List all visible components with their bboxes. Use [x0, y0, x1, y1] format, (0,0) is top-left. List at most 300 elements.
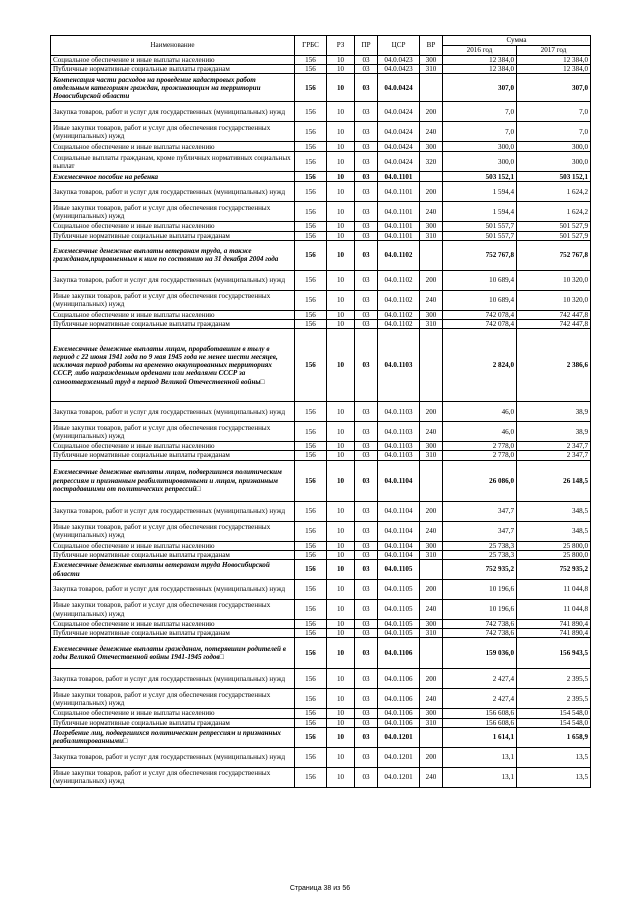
cell-pr: 03	[355, 152, 378, 172]
cell-rz: 10	[327, 709, 355, 718]
cell-vr: 200	[420, 402, 443, 422]
cell-vr: 300	[420, 709, 443, 718]
cell-csr: 04.0.1104	[378, 501, 420, 521]
cell-sum-2016: 752 767,8	[443, 240, 517, 270]
cell-pr: 03	[355, 102, 378, 122]
cell-name: Социальное обеспечение и иные выплаты населению	[51, 709, 295, 718]
cell-pr: 03	[355, 600, 378, 620]
cell-rz: 10	[327, 74, 355, 102]
table-row	[51, 709, 591, 718]
cell-sum-2016: 2 778,0	[443, 451, 517, 460]
cell-vr: 240	[420, 422, 443, 442]
cell-grbs: 156	[295, 560, 327, 580]
cell-rz: 10	[327, 460, 355, 501]
cell-vr: 240	[420, 290, 443, 310]
cell-name: Социальное обеспечение и иные выплаты населению	[51, 56, 295, 65]
cell-csr: 04.0.1105	[378, 600, 420, 620]
table-row	[51, 222, 591, 231]
cell-pr: 03	[355, 451, 378, 460]
cell-name: Социальное обеспечение и иные выплаты населению	[51, 222, 295, 231]
cell-vr: 240	[420, 689, 443, 709]
cell-vr: 310	[420, 451, 443, 460]
cell-sum-2016: 501 557,7	[443, 222, 517, 231]
cell-sum-2016: 10 689,4	[443, 270, 517, 290]
cell-name: Ежемесячные денежные выплаты ветеранам труда Новосибирской области	[51, 560, 295, 580]
cell-pr: 03	[355, 629, 378, 638]
cell-vr: 200	[420, 182, 443, 202]
cell-vr: 300	[420, 222, 443, 231]
table-row	[51, 600, 591, 620]
cell-pr: 03	[355, 442, 378, 451]
cell-name: Социальное обеспечение и иные выплаты населению	[51, 310, 295, 319]
table-row	[51, 767, 591, 787]
cell-rz: 10	[327, 600, 355, 620]
cell-sum-2016: 501 557,7	[443, 231, 517, 240]
cell-sum-2016: 1 614,1	[443, 727, 517, 747]
cell-rz: 10	[327, 689, 355, 709]
cell-grbs: 156	[295, 638, 327, 669]
cell-grbs: 156	[295, 231, 327, 240]
col-header-year-2016: 2016 год	[443, 46, 517, 56]
cell-pr: 03	[355, 270, 378, 290]
cell-rz: 10	[327, 541, 355, 550]
cell-rz: 10	[327, 767, 355, 787]
table-row	[51, 747, 591, 767]
col-header-name: Наименование	[51, 36, 295, 56]
cell-vr	[420, 560, 443, 580]
cell-vr	[420, 74, 443, 102]
table-row	[51, 689, 591, 709]
cell-vr: 200	[420, 669, 443, 689]
cell-pr: 03	[355, 560, 378, 580]
cell-name: Публичные нормативные социальные выплаты гражданам	[51, 231, 295, 240]
cell-name: Иные закупки товаров, работ и услуг для обеспечения государственных (муниципальных) нужд	[51, 600, 295, 620]
table-row	[51, 422, 591, 442]
cell-vr: 320	[420, 152, 443, 172]
table-row	[51, 152, 591, 172]
table-row	[51, 240, 591, 270]
cell-vr: 200	[420, 270, 443, 290]
table-row	[51, 580, 591, 600]
cell-name: Ежемесячные денежные выплаты лицам, проработавшим в тылу в период с 22 июня 1941 года по 9 мая 1945 года не менее шести месяцев, исключая период работы на временно оккупированных территориях СССР, либо награжденным орденами или медалями СССР за самоотверженный труд в период Великой Отечественной войны□	[51, 329, 295, 402]
cell-rz: 10	[327, 122, 355, 142]
budget-table	[50, 35, 591, 788]
cell-pr: 03	[355, 122, 378, 142]
cell-sum-2016: 46,0	[443, 402, 517, 422]
cell-sum-2016: 742 078,4	[443, 320, 517, 329]
cell-name: Публичные нормативные социальные выплаты гражданам	[51, 718, 295, 727]
cell-name: Закупка товаров, работ и услуг для государственных (муниципальных) нужд	[51, 102, 295, 122]
cell-csr: 04.0.0423	[378, 56, 420, 65]
col-header-pr: ПР	[355, 36, 378, 56]
cell-sum-2017: 1 624,2	[517, 202, 591, 222]
table-row	[51, 172, 591, 182]
cell-rz: 10	[327, 560, 355, 580]
cell-sum-2017: 2 395,5	[517, 689, 591, 709]
cell-name: Закупка товаров, работ и услуг для государственных (муниципальных) нужд	[51, 747, 295, 767]
cell-pr: 03	[355, 521, 378, 541]
cell-sum-2017: 307,0	[517, 74, 591, 102]
cell-sum-2017: 38,9	[517, 422, 591, 442]
cell-csr: 04.0.0424	[378, 74, 420, 102]
cell-rz: 10	[327, 718, 355, 727]
cell-grbs: 156	[295, 600, 327, 620]
cell-pr: 03	[355, 550, 378, 559]
cell-rz: 10	[327, 501, 355, 521]
table-row	[51, 74, 591, 102]
cell-sum-2017: 13,5	[517, 767, 591, 787]
cell-rz: 10	[327, 727, 355, 747]
cell-grbs: 156	[295, 442, 327, 451]
cell-sum-2016: 742 078,4	[443, 310, 517, 319]
cell-name: Иные закупки товаров, работ и услуг для обеспечения государственных (муниципальных) нужд	[51, 422, 295, 442]
cell-sum-2016: 156 608,6	[443, 718, 517, 727]
cell-grbs: 156	[295, 65, 327, 74]
col-header-year-2017: 2017 год	[517, 46, 591, 56]
cell-name: Закупка товаров, работ и услуг для государственных (муниципальных) нужд	[51, 270, 295, 290]
cell-rz: 10	[327, 172, 355, 182]
cell-sum-2017: 2 395,5	[517, 669, 591, 689]
cell-csr: 04.0.1101	[378, 172, 420, 182]
cell-pr: 03	[355, 65, 378, 74]
cell-rz: 10	[327, 402, 355, 422]
cell-sum-2016: 159 036,0	[443, 638, 517, 669]
cell-rz: 10	[327, 222, 355, 231]
cell-vr: 240	[420, 202, 443, 222]
cell-name: Погребение лиц, подвергшихся политическим репрессиям и признанных реабилитированными□	[51, 727, 295, 747]
cell-rz: 10	[327, 747, 355, 767]
cell-grbs: 156	[295, 727, 327, 747]
cell-vr	[420, 727, 443, 747]
table-row	[51, 290, 591, 310]
cell-rz: 10	[327, 270, 355, 290]
cell-sum-2016: 13,1	[443, 747, 517, 767]
table-row	[51, 329, 591, 402]
cell-name: Ежемесячные денежные выплаты лицам, подвергшимся политическим репрессиям и признанным реабилитированными и лицам, признанным пострадавшими от политических репрессий□	[51, 460, 295, 501]
cell-pr: 03	[355, 767, 378, 787]
cell-rz: 10	[327, 629, 355, 638]
cell-sum-2017: 25 800,0	[517, 541, 591, 550]
cell-pr: 03	[355, 320, 378, 329]
cell-sum-2017: 7,0	[517, 122, 591, 142]
cell-sum-2016: 2 427,4	[443, 689, 517, 709]
cell-grbs: 156	[295, 152, 327, 172]
cell-rz: 10	[327, 56, 355, 65]
cell-sum-2017: 1 624,2	[517, 182, 591, 202]
cell-pr: 03	[355, 142, 378, 152]
cell-csr: 04.0.1105	[378, 620, 420, 629]
cell-pr: 03	[355, 182, 378, 202]
cell-sum-2017: 742 447,8	[517, 320, 591, 329]
cell-pr: 03	[355, 329, 378, 402]
cell-vr: 240	[420, 600, 443, 620]
col-header-vr: ВР	[420, 36, 443, 56]
table-row	[51, 460, 591, 501]
cell-sum-2017: 752 767,8	[517, 240, 591, 270]
cell-sum-2016: 307,0	[443, 74, 517, 102]
cell-csr: 04.0.1104	[378, 521, 420, 541]
cell-sum-2016: 503 152,1	[443, 172, 517, 182]
cell-name: Закупка товаров, работ и услуг для государственных (муниципальных) нужд	[51, 669, 295, 689]
cell-sum-2016: 25 738,3	[443, 541, 517, 550]
cell-grbs: 156	[295, 142, 327, 152]
cell-grbs: 156	[295, 451, 327, 460]
table-row	[51, 550, 591, 559]
cell-pr: 03	[355, 727, 378, 747]
cell-vr: 310	[420, 231, 443, 240]
table-row	[51, 65, 591, 74]
table-row	[51, 620, 591, 629]
cell-sum-2017: 348,5	[517, 521, 591, 541]
cell-sum-2017: 742 447,8	[517, 310, 591, 319]
table-row	[51, 402, 591, 422]
table-row	[51, 56, 591, 65]
cell-pr: 03	[355, 638, 378, 669]
cell-csr: 04.0.1106	[378, 638, 420, 669]
page-footer	[0, 885, 640, 892]
cell-rz: 10	[327, 620, 355, 629]
cell-grbs: 156	[295, 669, 327, 689]
cell-csr: 04.0.1102	[378, 240, 420, 270]
cell-vr: 300	[420, 310, 443, 319]
cell-csr: 04.0.1101	[378, 182, 420, 202]
table-row	[51, 122, 591, 142]
cell-vr: 200	[420, 102, 443, 122]
cell-name: Иные закупки товаров, работ и услуг для обеспечения государственных (муниципальных) нужд	[51, 290, 295, 310]
cell-vr: 310	[420, 65, 443, 74]
cell-sum-2017: 7,0	[517, 102, 591, 122]
cell-sum-2016: 742 738,6	[443, 629, 517, 638]
cell-sum-2017: 741 890,4	[517, 620, 591, 629]
cell-csr: 04.0.1201	[378, 727, 420, 747]
table-row	[51, 727, 591, 747]
cell-name: Социальное обеспечение и иные выплаты населению	[51, 620, 295, 629]
cell-csr: 04.0.1104	[378, 460, 420, 501]
cell-csr: 04.0.0423	[378, 65, 420, 74]
cell-pr: 03	[355, 240, 378, 270]
cell-csr: 04.0.0424	[378, 122, 420, 142]
cell-name: Ежемесячные денежные выплаты ветеранам труда, а также гражданам,приравненным к ним по состоянию на 31 декабря 2004 года	[51, 240, 295, 270]
table-row	[51, 320, 591, 329]
cell-sum-2017: 38,9	[517, 402, 591, 422]
cell-pr: 03	[355, 580, 378, 600]
cell-pr: 03	[355, 460, 378, 501]
cell-grbs: 156	[295, 402, 327, 422]
cell-grbs: 156	[295, 620, 327, 629]
cell-pr: 03	[355, 422, 378, 442]
cell-sum-2017: 2 386,6	[517, 329, 591, 402]
cell-rz: 10	[327, 65, 355, 74]
cell-name: Иные закупки товаров, работ и услуг для обеспечения государственных (муниципальных) нужд	[51, 202, 295, 222]
cell-pr: 03	[355, 310, 378, 319]
cell-name: Публичные нормативные социальные выплаты гражданам	[51, 320, 295, 329]
cell-vr	[420, 172, 443, 182]
cell-rz: 10	[327, 202, 355, 222]
cell-rz: 10	[327, 451, 355, 460]
cell-sum-2016: 46,0	[443, 422, 517, 442]
cell-grbs: 156	[295, 501, 327, 521]
cell-sum-2016: 10 689,4	[443, 290, 517, 310]
cell-vr: 310	[420, 629, 443, 638]
cell-grbs: 156	[295, 222, 327, 231]
cell-vr: 200	[420, 501, 443, 521]
cell-rz: 10	[327, 142, 355, 152]
cell-pr: 03	[355, 689, 378, 709]
cell-sum-2017: 11 044,8	[517, 580, 591, 600]
cell-sum-2017: 10 320,0	[517, 290, 591, 310]
cell-vr: 300	[420, 541, 443, 550]
table-row	[51, 629, 591, 638]
cell-vr: 240	[420, 767, 443, 787]
cell-grbs: 156	[295, 172, 327, 182]
cell-pr: 03	[355, 747, 378, 767]
cell-grbs: 156	[295, 521, 327, 541]
cell-grbs: 156	[295, 310, 327, 319]
cell-sum-2017: 154 548,0	[517, 709, 591, 718]
cell-csr: 04.0.1102	[378, 270, 420, 290]
cell-sum-2016: 156 608,6	[443, 709, 517, 718]
cell-sum-2017: 156 943,5	[517, 638, 591, 669]
cell-csr: 04.0.1103	[378, 442, 420, 451]
cell-rz: 10	[327, 669, 355, 689]
cell-grbs: 156	[295, 580, 327, 600]
cell-csr: 04.0.1103	[378, 451, 420, 460]
cell-sum-2016: 2 778,0	[443, 442, 517, 451]
cell-grbs: 156	[295, 202, 327, 222]
cell-grbs: 156	[295, 270, 327, 290]
cell-sum-2017: 503 152,1	[517, 172, 591, 182]
cell-vr: 300	[420, 142, 443, 152]
table-row	[51, 310, 591, 319]
cell-sum-2017: 11 044,8	[517, 600, 591, 620]
table-row	[51, 560, 591, 580]
table-row	[51, 718, 591, 727]
cell-pr: 03	[355, 56, 378, 65]
cell-sum-2016: 10 196,6	[443, 580, 517, 600]
cell-vr	[420, 460, 443, 501]
cell-csr: 04.0.1106	[378, 669, 420, 689]
cell-sum-2017: 26 148,5	[517, 460, 591, 501]
cell-rz: 10	[327, 182, 355, 202]
cell-name: Публичные нормативные социальные выплаты гражданам	[51, 65, 295, 74]
cell-sum-2017: 752 935,2	[517, 560, 591, 580]
cell-sum-2017: 741 890,4	[517, 629, 591, 638]
cell-name: Закупка товаров, работ и услуг для государственных (муниципальных) нужд	[51, 501, 295, 521]
table-row	[51, 102, 591, 122]
cell-sum-2016: 12 384,0	[443, 65, 517, 74]
cell-csr: 04.0.1105	[378, 629, 420, 638]
table-row	[51, 638, 591, 669]
cell-grbs: 156	[295, 550, 327, 559]
cell-sum-2016: 300,0	[443, 152, 517, 172]
cell-sum-2016: 742 738,6	[443, 620, 517, 629]
cell-csr: 04.0.1106	[378, 709, 420, 718]
cell-rz: 10	[327, 310, 355, 319]
cell-csr: 04.0.0424	[378, 152, 420, 172]
cell-sum-2017: 10 320,0	[517, 270, 591, 290]
cell-pr: 03	[355, 541, 378, 550]
table-row	[51, 202, 591, 222]
cell-grbs: 156	[295, 460, 327, 501]
cell-csr: 04.0.1105	[378, 560, 420, 580]
cell-rz: 10	[327, 231, 355, 240]
table-row	[51, 442, 591, 451]
cell-grbs: 156	[295, 320, 327, 329]
cell-pr: 03	[355, 74, 378, 102]
table-row	[51, 270, 591, 290]
cell-grbs: 156	[295, 102, 327, 122]
table-header	[51, 36, 591, 56]
col-header-sum: Сумма	[443, 36, 591, 46]
cell-pr: 03	[355, 202, 378, 222]
cell-vr: 300	[420, 620, 443, 629]
cell-sum-2017: 25 800,0	[517, 550, 591, 559]
cell-vr: 310	[420, 320, 443, 329]
cell-grbs: 156	[295, 240, 327, 270]
table-body	[51, 56, 591, 788]
cell-vr	[420, 329, 443, 402]
cell-vr: 310	[420, 550, 443, 559]
cell-vr: 240	[420, 521, 443, 541]
cell-csr: 04.0.1101	[378, 231, 420, 240]
cell-rz: 10	[327, 580, 355, 600]
table-row	[51, 541, 591, 550]
cell-vr: 300	[420, 442, 443, 451]
cell-rz: 10	[327, 521, 355, 541]
cell-vr: 200	[420, 747, 443, 767]
cell-name: Закупка товаров, работ и услуг для государственных (муниципальных) нужд	[51, 402, 295, 422]
cell-rz: 10	[327, 320, 355, 329]
budget-sheet	[50, 35, 591, 788]
cell-rz: 10	[327, 102, 355, 122]
cell-csr: 04.0.1101	[378, 202, 420, 222]
cell-sum-2016: 347,7	[443, 501, 517, 521]
table-row	[51, 182, 591, 202]
cell-csr: 04.0.1102	[378, 290, 420, 310]
cell-sum-2017: 2 347,7	[517, 442, 591, 451]
cell-pr: 03	[355, 501, 378, 521]
cell-sum-2016: 10 196,6	[443, 600, 517, 620]
col-header-csr: ЦСР	[378, 36, 420, 56]
cell-sum-2016: 2 427,4	[443, 669, 517, 689]
table-row	[51, 451, 591, 460]
cell-name: Закупка товаров, работ и услуг для государственных (муниципальных) нужд	[51, 580, 295, 600]
cell-name: Ежемесячные денежные выплаты гражданам, потерявшим родителей в годы Великой Отечественной войны 1941-1945 годов□	[51, 638, 295, 669]
cell-rz: 10	[327, 550, 355, 559]
cell-sum-2017: 300,0	[517, 152, 591, 172]
cell-vr: 200	[420, 580, 443, 600]
cell-pr: 03	[355, 669, 378, 689]
col-header-rz: РЗ	[327, 36, 355, 56]
cell-grbs: 156	[295, 718, 327, 727]
cell-sum-2016: 2 824,0	[443, 329, 517, 402]
cell-name: Закупка товаров, работ и услуг для государственных (муниципальных) нужд	[51, 182, 295, 202]
cell-grbs: 156	[295, 541, 327, 550]
cell-sum-2017: 501 527,9	[517, 222, 591, 231]
cell-sum-2016: 7,0	[443, 102, 517, 122]
cell-csr: 04.0.1106	[378, 718, 420, 727]
cell-grbs: 156	[295, 747, 327, 767]
cell-sum-2016: 1 594,4	[443, 182, 517, 202]
cell-csr: 04.0.1105	[378, 580, 420, 600]
cell-pr: 03	[355, 231, 378, 240]
cell-pr: 03	[355, 402, 378, 422]
cell-sum-2017: 501 527,9	[517, 231, 591, 240]
cell-pr: 03	[355, 620, 378, 629]
cell-name: Иные закупки товаров, работ и услуг для обеспечения государственных (муниципальных) нужд	[51, 689, 295, 709]
cell-pr: 03	[355, 718, 378, 727]
cell-csr: 04.0.1102	[378, 320, 420, 329]
